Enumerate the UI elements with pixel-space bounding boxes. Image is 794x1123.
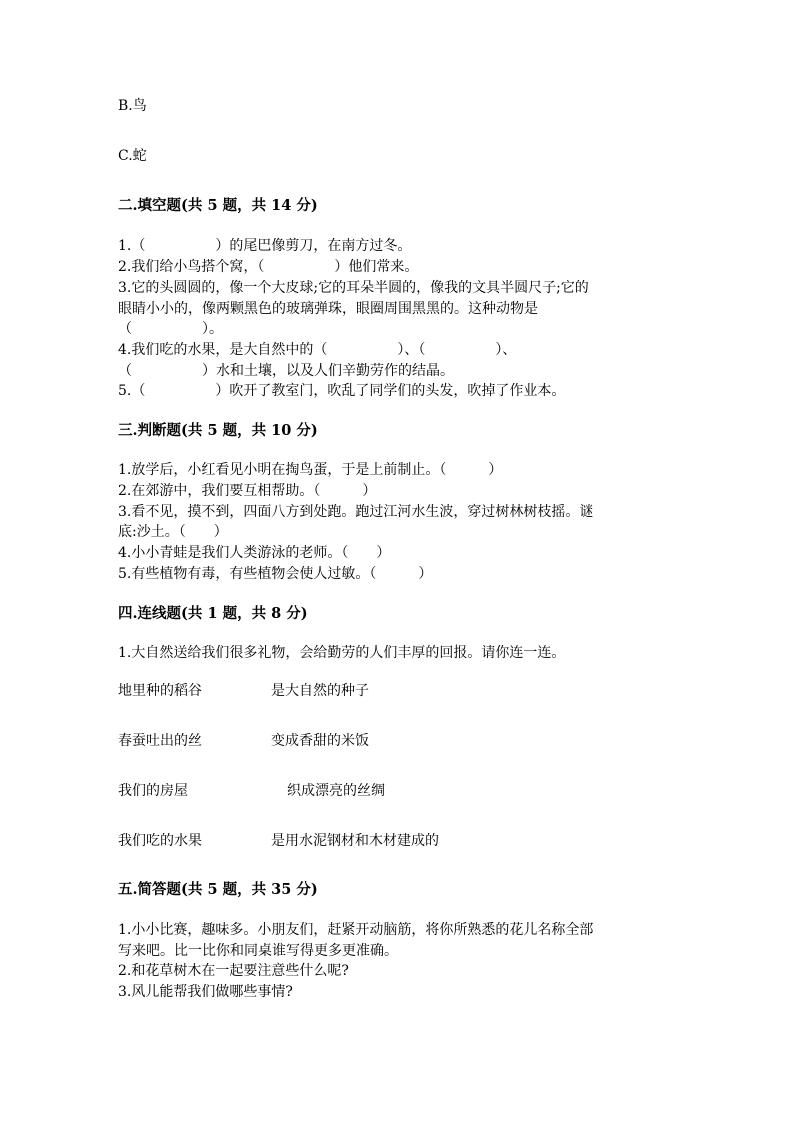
section-2-question-2: 2.我们给小鸟搭个窝，（ ）他们常来。 [118,259,419,275]
match-left-item: 地里种的稻谷 [118,683,202,699]
section-3-question-3-line-2: 底:沙土。（ ） [118,524,228,540]
match-right-item: 变成香甜的米饭 [271,733,369,749]
section-3-title: 三.判断题(共 5 题，共 10 分) [118,422,318,439]
section-5-question-2: 2.和花草树木在一起要注意些什么呢? [118,963,349,979]
section-2-question-3-line-3: （ ）。 [118,321,223,337]
section-5-question-1-line-1: 1.小小比赛，趣味多。小朋友们，赶紧开动脑筋，将你所熟悉的花儿名称全部 [118,922,594,938]
match-right-item: 是用水泥钢材和木材建成的 [271,833,439,849]
section-4-question-1: 1.大自然送给我们很多礼物，会给勤劳的人们丰厚的回报。请你连一连。 [118,645,566,661]
section-2-title: 二.填空题(共 5 题，共 14 分) [118,197,318,214]
section-3-question-5: 5.有些植物有毒，有些植物会使人过敏。（ ） [118,566,433,582]
section-2-question-4-line-1: 4.我们吃的水果，是大自然中的（ ）、（ ）、 [118,342,517,358]
option-b: B.鸟 [118,98,147,114]
section-3-question-4: 4.小小青蛙是我们人类游泳的老师。（ ） [118,545,391,561]
section-5-question-1-line-2: 写来吧。比一比你和同桌谁写得更多更准确。 [118,943,398,959]
match-left-item: 春蚕吐出的丝 [118,733,202,749]
match-left-item: 我们的房屋 [118,783,188,799]
match-right-item: 织成漂亮的丝绸 [287,783,385,799]
section-2-question-1: 1.（ ）的尾巴像剪刀，在南方过冬。 [118,238,412,254]
section-2-question-3-line-1: 3.它的头圆圆的，像一个大皮球;它的耳朵半圆的，像我的文具半圆尺子;它的 [118,280,589,296]
section-5-title: 五.简答题(共 5 题，共 35 分) [118,881,318,898]
match-left-item: 我们吃的水果 [118,833,202,849]
option-c: C.蛇 [118,148,147,164]
section-4-title: 四.连线题(共 1 题，共 8 分) [118,605,308,622]
section-2-question-5: 5.（ ）吹开了教室门，吹乱了同学们的头发，吹掉了作业本。 [118,383,566,399]
section-2-question-4-line-2: （ ）水和土壤，以及人们辛勤劳作的结晶。 [118,363,454,379]
section-2-question-3-line-2: 眼睛小小的，像两颗黑色的玻璃弹珠，眼圈周围黑黑的。这种动物是 [118,301,538,317]
match-right-item: 是大自然的种子 [271,683,369,699]
section-3-question-3-line-1: 3.看不见，摸不到，四面八方到处跑。跑过江河水生波，穿过树林树枝摇。谜 [118,504,594,520]
section-3-question-1: 1.放学后，小红看见小明在掏鸟蛋，于是上前制止。（ ） [118,462,503,478]
section-3-question-2: 2.在郊游中，我们要互相帮助。（ ） [118,483,377,499]
section-5-question-3: 3.风儿能帮我们做哪些事情? [118,984,293,1000]
